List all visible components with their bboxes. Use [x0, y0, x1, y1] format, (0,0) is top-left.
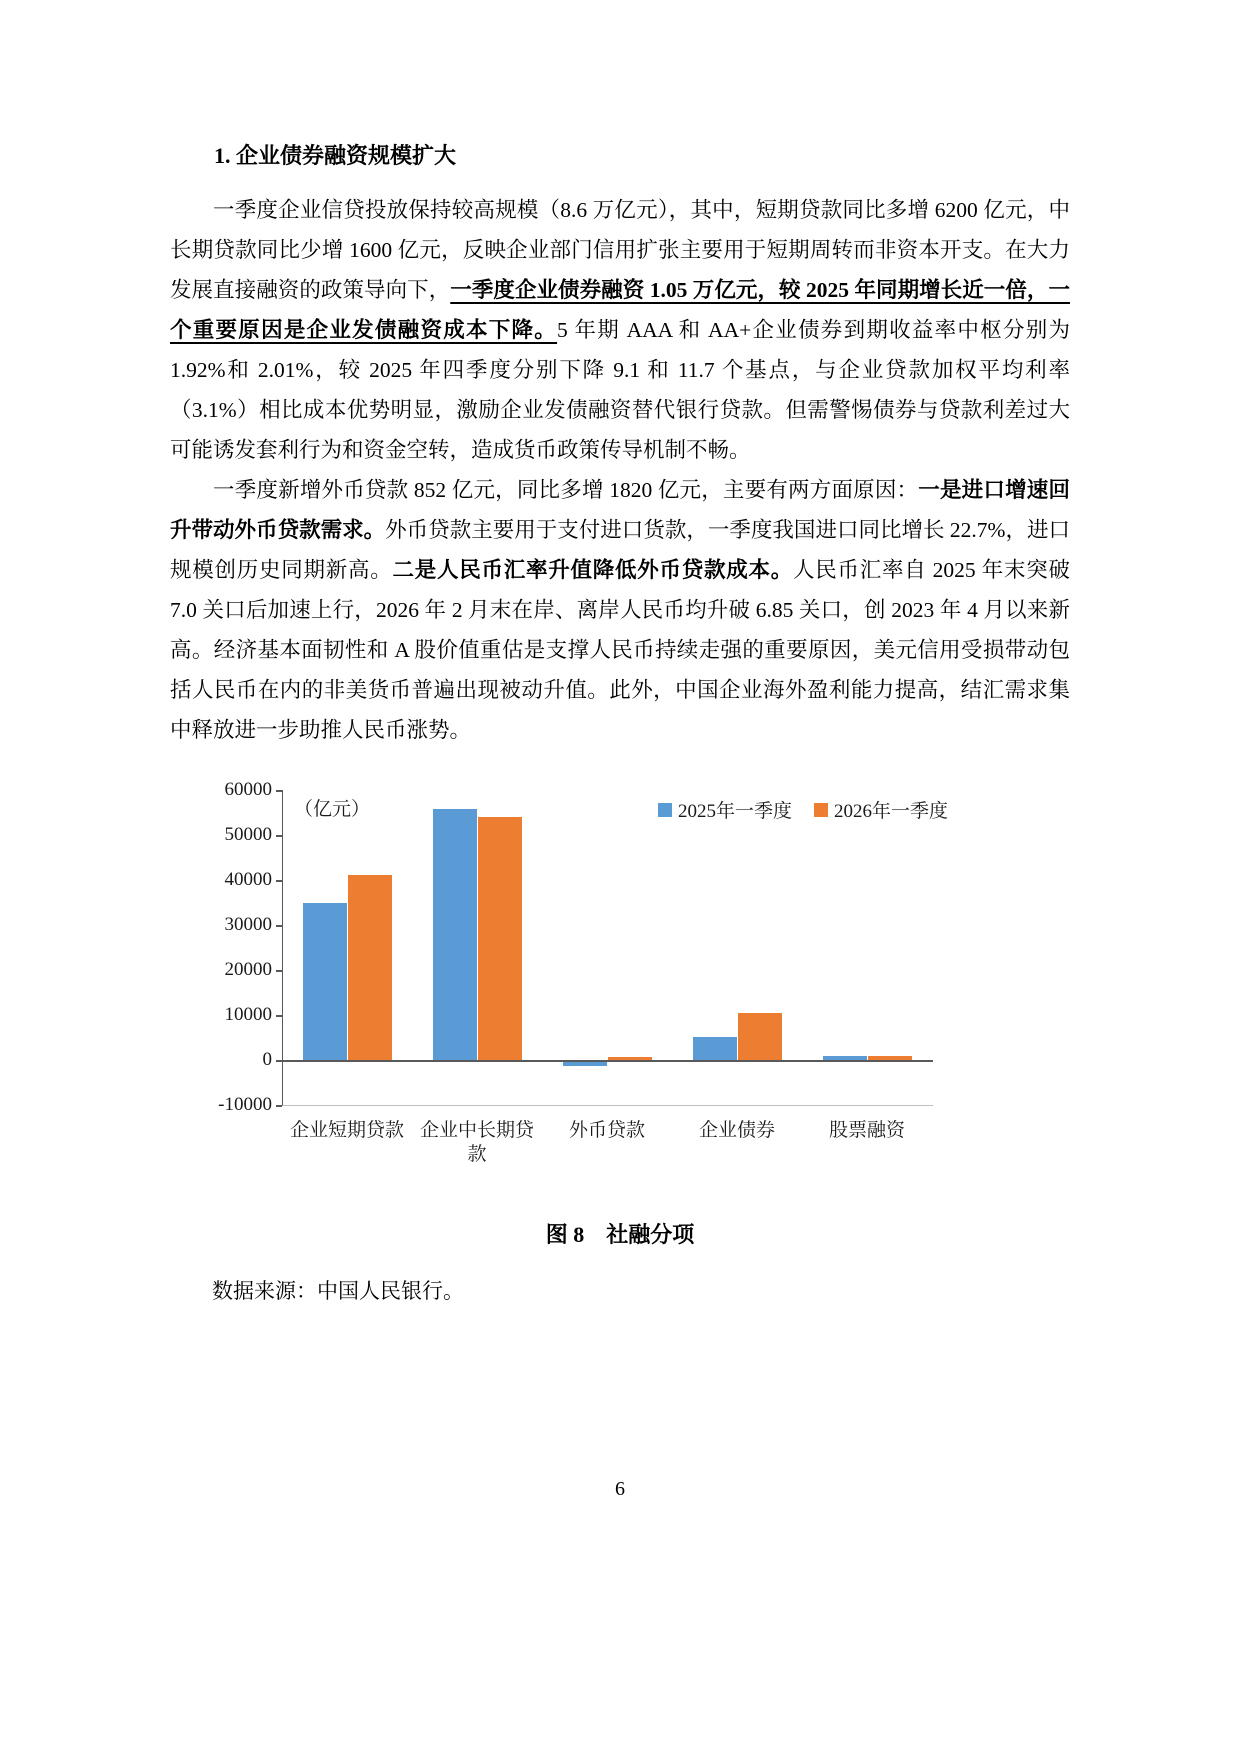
paragraph	[170, 190, 1070, 470]
section-heading: 1. 企业债券融资规模扩大	[214, 143, 457, 168]
x-axis-category-label: 企业短期贷款	[289, 1120, 404, 1141]
x-axis-category-label: 股票融资	[828, 1120, 905, 1141]
y-axis-tick-label: 30000	[224, 914, 272, 935]
body-paragraphs	[170, 190, 1070, 750]
emphasis-text: 一是进口增速回升带动外币贷款需求。	[170, 478, 1070, 542]
body-text: 外币贷款主要用于支付进口货款，一季度我国进口同比增长 22.7%，进口规模创历史同期新高。	[170, 518, 1070, 582]
legend-item	[658, 796, 792, 823]
body-text: 5 年期 AAA 和 AA+企业债券到期收益率中枢分别为 1.92%和 2.01%，较 2025 年四季度分别下降 9.1 和 11.7 个基点，与企业贷款加权平均利率（3.1%）相比成本优势明显，激励企业发债融资替代银行贷款。但需警惕债券与贷款利差过大可能诱发套利行为和资金空转，造成货币政策传导机制不畅。	[170, 318, 1070, 462]
emphasis-text: 二是人民币汇率升值降低外币贷款成本。	[392, 558, 793, 582]
y-axis-tick	[276, 880, 282, 882]
y-axis-tick-label: 60000	[224, 779, 272, 800]
legend-swatch	[814, 803, 828, 817]
chart-bar	[608, 1057, 652, 1060]
chart-bar	[303, 903, 347, 1061]
y-axis-tick-label: -10000	[218, 1094, 272, 1115]
y-axis-tick-label: 20000	[224, 959, 272, 980]
body-text: 人民币汇率自 2025 年末突破 7.0 关口后加速上行，2026 年 2 月末在岸、离岸人民币均升破 6.85 关口，创 2023 年 4 月以来新高。经济基本面韧性和 A 股价值重估是支撑人民币持续走强的重要原因，美元信用受损带动包括人民币在内的非美货币普遍出现被动升值。此外，中国企业海外盈利能力提高，结汇需求集中释放进一步助推人民币涨势。	[170, 558, 1070, 742]
y-axis-tick-label: 0	[262, 1049, 272, 1070]
y-axis-tick-label: 40000	[224, 869, 272, 890]
legend-item	[814, 796, 948, 823]
x-axis-category-label: 企业债券	[698, 1120, 775, 1141]
chart-bar	[738, 1013, 782, 1060]
y-axis-tick	[276, 1105, 282, 1107]
legend-label: 2025年一季度	[677, 801, 792, 822]
chart-plot	[282, 790, 933, 1106]
chart-bar	[823, 1056, 867, 1060]
bar-chart	[196, 776, 976, 1186]
y-axis-tick-label: 10000	[224, 1004, 272, 1025]
page-number: 6	[615, 1478, 625, 1500]
body-text: 一季度企业信贷投放保持较高规模（8.6 万亿元），其中，短期贷款同比多增 6200 亿元，中长期贷款同比少增 1600 亿元，反映企业部门信用扩张主要用于短期周转而非资本开支。在大力发展直接融资的政策导向下，	[170, 198, 1070, 302]
legend-swatch	[658, 803, 672, 817]
data-source: 数据来源：中国人民银行。	[212, 1279, 464, 1303]
x-axis-category-label: 企业中长期贷款	[419, 1120, 534, 1165]
body-text: 一季度新增外币贷款 852 亿元，同比多增 1820 亿元，主要有两方面原因：	[213, 478, 919, 502]
chart-bar	[693, 1037, 737, 1060]
y-axis-tick	[276, 925, 282, 927]
zero-axis-line	[283, 1060, 933, 1062]
paragraph	[170, 470, 1070, 750]
emphasis-text: 一季度企业债券融资 1.05 万亿元，较 2025 年同期增长近一倍，一个重要原因是企业发债融资成本下降。	[170, 278, 1070, 342]
chart-bar	[868, 1056, 912, 1061]
figure-caption: 图 8 社融分项	[545, 1222, 695, 1247]
chart-legend	[658, 796, 948, 823]
x-axis-category-label: 外币贷款	[568, 1120, 645, 1141]
chart-unit-label: （亿元）	[294, 799, 371, 820]
chart-bar	[433, 809, 477, 1060]
y-axis-tick-label: 50000	[224, 824, 272, 845]
chart-bar	[478, 817, 522, 1060]
y-axis-tick	[276, 790, 282, 792]
legend-label: 2026年一季度	[833, 801, 948, 822]
y-axis-tick	[276, 835, 282, 837]
y-axis-tick	[276, 1060, 282, 1062]
chart-bar	[348, 875, 392, 1060]
y-axis-tick	[276, 1015, 282, 1017]
y-axis-tick	[276, 970, 282, 972]
page-content	[170, 136, 1070, 1308]
chart-bar	[563, 1062, 607, 1066]
